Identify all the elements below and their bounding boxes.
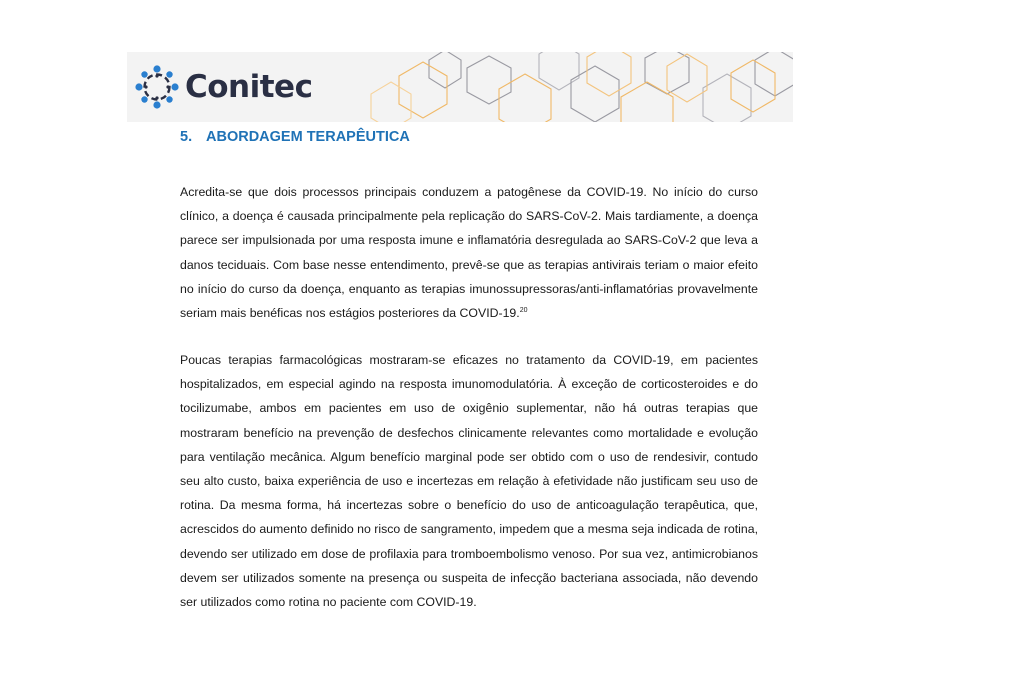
- paragraph-text: Poucas terapias farmacológicas mostraram-se eficazes no tratamento da COVID-19, em pacientes hospitalizados, em especial agindo na resposta imunomodulatória. À exceção de corticosteroides e do tocilizumabe, ambos em pacientes em uso de oxigênio suplementar, não há outras terapias que mostraram benefício na prevenção de desfechos clinicamente relevantes como mortalidade e evolução para ventilação mecânica. Algum benefício marginal pode ser obtido com o uso de rendesivir, contudo seu alto custo, baixa experiência de uso e incertezas em relação à efetividade não justificam seu uso de rotina. Da mesma forma, há incertezas sobre o benefício do uso de anticoagulação terapêutica, que, acrescidos do aumento definido no risco de sangramento, impedem que a mesma seja indicada de rotina, devendo ser utilizado em dose de profilaxia para tromboembolismo venoso. Por sua vez, antimicrobianos devem ser utilizados somente na presença ou suspeita de infecção bacteriana associada, não devendo ser utilizados como rotina no paciente com COVID-19.: [180, 353, 758, 610]
- section-title-text: ABORDAGEM TERAPÊUTICA: [206, 129, 410, 145]
- paragraph-pathogenesis: [180, 180, 758, 325]
- section-heading: [180, 129, 410, 145]
- paragraph-therapies: [180, 348, 758, 614]
- conitec-molecule-icon: [135, 65, 179, 109]
- page-header: [127, 52, 793, 122]
- brand-name: Conitec: [185, 68, 313, 105]
- paragraph-text: Acredita-se que dois processos principais conduzem a patogênese da COVID-19. No início do curso clínico, a doença é causada principalmente pela replicação do SARS-CoV-2. Mais tardiamente, a doença parece ser impulsionada por uma resposta imune e inflamatória desregulada ao SARS-CoV-2 que leva a danos teciduais. Com base nesse entendimento, prevê-se que as terapias antivirais teriam o maior efeito no início do curso da doença, enquanto as terapias imunossupressoras/anti-inflamatórias provavelmente seriam mais benéficas nos estágios posteriores da COVID-19.: [180, 185, 758, 321]
- section-number: 5.: [180, 129, 193, 145]
- conitec-logo: [135, 59, 312, 115]
- reference-superscript: 20: [519, 306, 528, 314]
